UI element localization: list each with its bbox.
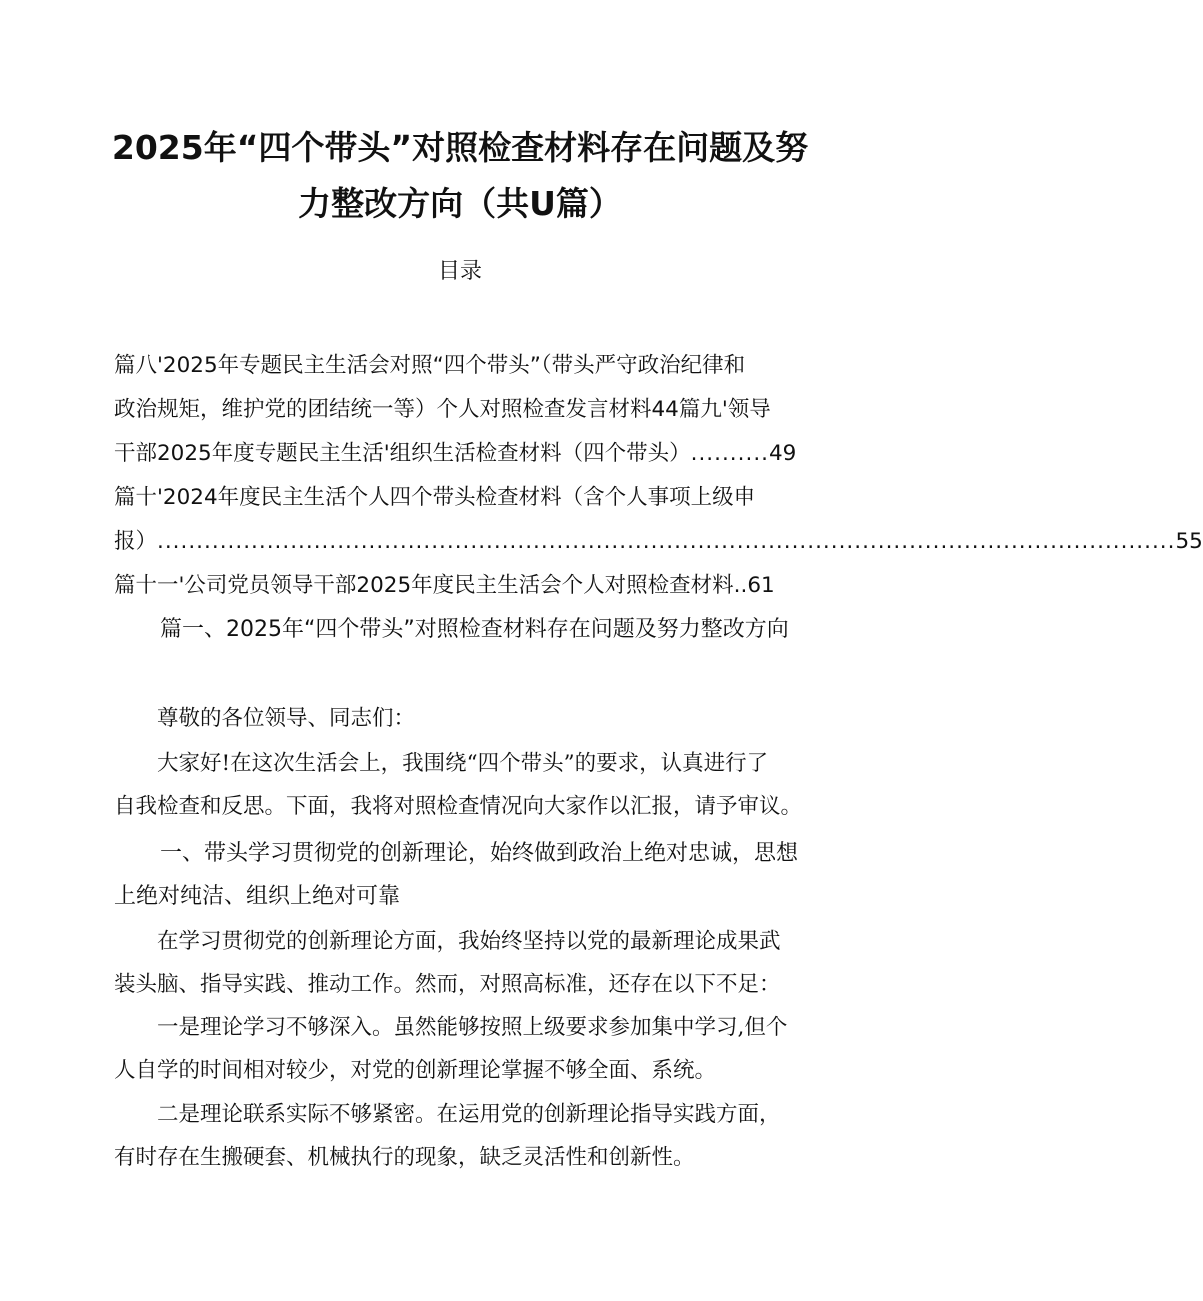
paragraph-line: 一是理论学习不够深入。虽然能够按照上级要求参加集中学习,但个 bbox=[157, 1015, 788, 1040]
paragraph-line: 二是理论联系实际不够紧密。在运用党的创新理论指导实践方面， bbox=[157, 1102, 781, 1127]
paragraph-line: 人自学的时间相对较少，对党的创新理论掌握不够全面、系统。 bbox=[114, 1058, 717, 1083]
paragraph-line: 大家好!在这次生活会上，我围绕“四个带头”的要求，认真进行了 bbox=[157, 751, 769, 776]
toc-heading: 目录 bbox=[437, 259, 482, 284]
document-title bbox=[100, 120, 820, 232]
paragraph-line: 装头脑、指导实践、推动工作。然而，对照高标准，还存在以下不足： bbox=[114, 972, 781, 997]
paragraph-1 bbox=[114, 742, 834, 828]
toc-entry-text: 干部2025年度专题民主生活'组织生活检查材料（四个带头） bbox=[114, 441, 691, 466]
paragraph-line: 自我检查和反思。下面，我将对照检查情况向大家作以汇报，请予审议。 bbox=[114, 794, 803, 819]
title-line-2: 力整改方向（共U篇） bbox=[298, 184, 622, 223]
heading-line: 上绝对纯洁、组织上绝对可靠 bbox=[114, 884, 401, 909]
toc-page-number: 55 bbox=[1175, 529, 1203, 554]
heading-line: 一、带头学习贯彻党的创新理论，始终做到政治上绝对忠诚，思想 bbox=[160, 841, 799, 866]
toc-line: 篇八'2025年专题民主生活会对照“四个带头”（带头严守政治纪律和 bbox=[114, 353, 746, 378]
toc-entry bbox=[114, 432, 814, 476]
toc-leader-dots: .................................................................................................................................. bbox=[157, 529, 1176, 554]
paragraph-4 bbox=[114, 1093, 834, 1179]
heading-1 bbox=[114, 832, 839, 918]
paragraph-3 bbox=[114, 1006, 834, 1092]
paragraph-line: 在学习贯彻党的创新理论方面，我始终坚持以党的最新理论成果武 bbox=[157, 929, 781, 954]
toc-entry-text: 报） bbox=[114, 529, 158, 554]
toc-page-number: 61 bbox=[747, 573, 775, 598]
salutation-block bbox=[114, 697, 834, 740]
table-of-contents bbox=[114, 344, 1203, 608]
toc-line: 政治规矩，维护党的团结统一等）个人对照检查发言材料44篇九'领导 bbox=[114, 397, 771, 422]
paragraph-line: 有时存在生搬硬套、机械执行的现象，缺乏灵活性和创新性。 bbox=[114, 1145, 695, 1170]
toc-entry bbox=[114, 564, 814, 608]
title-line-1: 2025年“四个带头”对照检查材料存在问题及努 bbox=[111, 128, 809, 167]
toc-entry bbox=[114, 520, 1203, 564]
paragraph-2 bbox=[114, 920, 834, 1006]
toc-entry-text: 篇十一'公司党员领导干部2025年度民主生活会个人对照检查材料 bbox=[114, 573, 734, 598]
salutation: 尊敬的各位领导、同志们： bbox=[157, 706, 416, 731]
toc-leader-dots: .......... bbox=[690, 441, 769, 466]
section-title: 篇一、2025年“四个带头”对照检查材料存在问题及努力整改方向 bbox=[160, 617, 789, 642]
toc-line: 篇十'2024年度民主生活个人四个带头检查材料（含个人事项上级申 bbox=[114, 485, 756, 510]
toc-leader-dots: .. bbox=[733, 573, 748, 598]
toc-page-number: 49 bbox=[768, 441, 797, 466]
